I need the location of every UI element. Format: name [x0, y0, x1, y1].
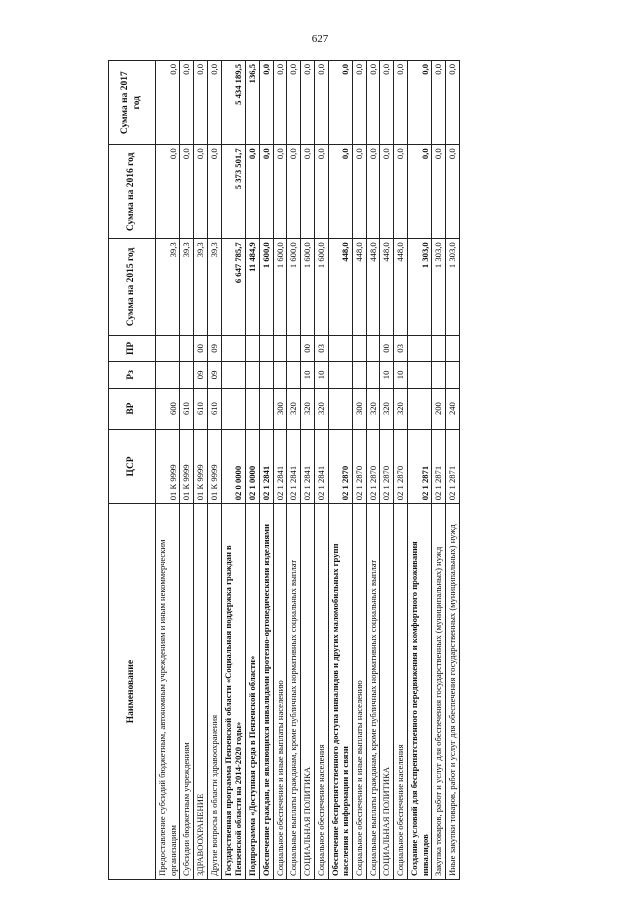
table-row — [221, 61, 245, 880]
cell-name: ЗДРАВООХРАНЕНИЕ — [194, 504, 208, 880]
cell-rz — [221, 362, 245, 388]
table-row — [328, 61, 352, 880]
cell-pr: 03 — [314, 335, 328, 361]
cell-rz — [328, 362, 352, 388]
cell-name: Создание условий для беспрепятственного передвижения и комфортного проживания инвалидов — [407, 504, 431, 880]
cell-rz — [366, 362, 380, 388]
cell-sum-2015: 39,3 — [194, 239, 208, 335]
cell-csr: 02 1 2841 — [259, 429, 273, 504]
cell-vr: 320 — [301, 388, 315, 429]
cell-sum-2016: 0,0 — [366, 145, 380, 239]
cell-pr — [446, 335, 460, 361]
cell-sum-2016: 0,0 — [246, 145, 260, 239]
cell-rz: 10 — [380, 362, 394, 388]
cell-pr: 00 — [194, 335, 208, 361]
cell-name: Субсидии бюджетным учреждениям — [180, 504, 194, 880]
cell-pr — [366, 335, 380, 361]
cell-pr — [328, 335, 352, 361]
table-row — [366, 61, 380, 880]
cell-csr: 02 1 2841 — [301, 429, 315, 504]
cell-sum-2015: 39,3 — [180, 239, 194, 335]
cell-csr: 02 1 2870 — [328, 429, 352, 504]
cell-name: Предоставление субсидий бюджетным, автономным учреждениям и иным некоммерческим организациям — [156, 504, 180, 880]
cell-sum-2015: 39,3 — [207, 239, 221, 335]
cell-rz — [273, 362, 287, 388]
cell-sum-2015: 448,0 — [366, 239, 380, 335]
cell-sum-2015: 1 600,0 — [314, 239, 328, 335]
cell-sum-2017: 0,0 — [353, 61, 367, 145]
cell-vr: 600 — [156, 388, 180, 429]
cell-sum-2016: 0,0 — [301, 145, 315, 239]
cell-name: Социальные выплаты гражданам, кроме публичных нормативных социальных выплат — [366, 504, 380, 880]
col-header-csr: ЦСР — [109, 429, 156, 504]
cell-csr: 02 1 2841 — [287, 429, 301, 504]
cell-sum-2017: 136,5 — [246, 61, 260, 145]
cell-pr: 03 — [394, 335, 408, 361]
cell-sum-2015: 1 303,0 — [407, 239, 431, 335]
table-row — [259, 61, 273, 880]
table-row — [287, 61, 301, 880]
cell-sum-2016: 0,0 — [207, 145, 221, 239]
budget-table-container — [108, 60, 583, 880]
cell-name: Подпрограмма «Доступная среда в Пензенской области» — [246, 504, 260, 880]
cell-sum-2017: 0,0 — [366, 61, 380, 145]
cell-rz: 09 — [207, 362, 221, 388]
cell-csr: 02 1 2841 — [314, 429, 328, 504]
table-row — [180, 61, 194, 880]
cell-sum-2016: 0,0 — [287, 145, 301, 239]
cell-pr — [407, 335, 431, 361]
cell-sum-2016: 0,0 — [446, 145, 460, 239]
budget-table — [108, 60, 460, 880]
cell-sum-2017: 0,0 — [328, 61, 352, 145]
cell-rz — [259, 362, 273, 388]
cell-vr: 240 — [446, 388, 460, 429]
cell-sum-2016: 5 373 501,7 — [221, 145, 245, 239]
cell-sum-2015: 1 303,0 — [432, 239, 446, 335]
cell-sum-2015: 6 647 785,7 — [221, 239, 245, 335]
col-header-sum-2017: Сумма на 2017 год — [109, 61, 156, 145]
cell-vr: 320 — [380, 388, 394, 429]
table-row — [314, 61, 328, 880]
cell-name: Иные закупки товаров, работ и услуг для обеспечения государственных (муниципальных) нужд — [446, 504, 460, 880]
cell-sum-2016: 0,0 — [156, 145, 180, 239]
cell-pr — [353, 335, 367, 361]
cell-sum-2015: 11 484,9 — [246, 239, 260, 335]
col-header-sum-2015: Сумма на 2015 год — [109, 239, 156, 335]
cell-vr: 300 — [353, 388, 367, 429]
cell-csr: 02 1 2871 — [446, 429, 460, 504]
cell-pr — [432, 335, 446, 361]
cell-sum-2015: 448,0 — [380, 239, 394, 335]
table-row — [407, 61, 431, 880]
cell-pr — [273, 335, 287, 361]
cell-csr: 02 1 2871 — [407, 429, 431, 504]
cell-pr — [156, 335, 180, 361]
cell-pr — [287, 335, 301, 361]
cell-sum-2015: 448,0 — [394, 239, 408, 335]
cell-sum-2016: 0,0 — [314, 145, 328, 239]
cell-pr: 09 — [207, 335, 221, 361]
table-row — [446, 61, 460, 880]
cell-sum-2017: 0,0 — [287, 61, 301, 145]
cell-sum-2017: 0,0 — [273, 61, 287, 145]
cell-name: Государственная программа Пензенской области «Социальная поддержка граждан в Пензенской области на 2014-2020 годы» — [221, 504, 245, 880]
cell-pr — [221, 335, 245, 361]
cell-pr — [259, 335, 273, 361]
table-row — [394, 61, 408, 880]
cell-name: Социальное обеспечение и иные выплаты населению — [353, 504, 367, 880]
cell-sum-2017: 0,0 — [301, 61, 315, 145]
cell-rz — [407, 362, 431, 388]
table-row — [246, 61, 260, 880]
cell-vr — [246, 388, 260, 429]
col-header-rz: Рз — [109, 362, 156, 388]
cell-vr: 320 — [314, 388, 328, 429]
cell-sum-2016: 0,0 — [353, 145, 367, 239]
cell-sum-2015: 448,0 — [328, 239, 352, 335]
cell-name: Обеспечение беспрепятственного доступа инвалидов и других маломобильных групп населения к информации и связи — [328, 504, 352, 880]
cell-vr: 200 — [432, 388, 446, 429]
col-header-name: Наименование — [109, 504, 156, 880]
cell-sum-2016: 0,0 — [432, 145, 446, 239]
cell-csr: 01 К 9999 — [194, 429, 208, 504]
cell-rz — [287, 362, 301, 388]
cell-vr: 300 — [273, 388, 287, 429]
cell-rz: 10 — [301, 362, 315, 388]
cell-sum-2017: 0,0 — [446, 61, 460, 145]
col-header-sum-2016: Сумма на 2016 год — [109, 145, 156, 239]
table-row — [194, 61, 208, 880]
cell-sum-2015: 1 303,0 — [446, 239, 460, 335]
cell-sum-2017: 0,0 — [394, 61, 408, 145]
col-header-vr: ВР — [109, 388, 156, 429]
cell-rz: 10 — [314, 362, 328, 388]
cell-name: СОЦИАЛЬНАЯ ПОЛИТИКА — [301, 504, 315, 880]
cell-vr — [259, 388, 273, 429]
cell-sum-2015: 1 600,0 — [273, 239, 287, 335]
cell-sum-2016: 0,0 — [194, 145, 208, 239]
cell-vr — [407, 388, 431, 429]
cell-sum-2015: 1 600,0 — [301, 239, 315, 335]
cell-pr — [246, 335, 260, 361]
cell-sum-2016: 0,0 — [407, 145, 431, 239]
cell-sum-2017: 0,0 — [194, 61, 208, 145]
cell-name: Обеспечение граждан, не являющихся инвалидами протезно-ортопедическими изделиями — [259, 504, 273, 880]
cell-csr: 02 1 0000 — [246, 429, 260, 504]
cell-vr: 610 — [180, 388, 194, 429]
cell-name: Социальное обеспечение населения — [394, 504, 408, 880]
cell-vr: 610 — [194, 388, 208, 429]
cell-sum-2016: 0,0 — [273, 145, 287, 239]
cell-name: Социальное обеспечение населения — [314, 504, 328, 880]
cell-sum-2015: 1 600,0 — [259, 239, 273, 335]
cell-name: СОЦИАЛЬНАЯ ПОЛИТИКА — [380, 504, 394, 880]
table-row — [301, 61, 315, 880]
cell-sum-2017: 0,0 — [156, 61, 180, 145]
cell-csr: 02 1 2841 — [273, 429, 287, 504]
table-row — [207, 61, 221, 880]
cell-sum-2017: 5 434 189,5 — [221, 61, 245, 145]
cell-sum-2017: 0,0 — [314, 61, 328, 145]
cell-sum-2016: 0,0 — [259, 145, 273, 239]
cell-csr: 02 0 0000 — [221, 429, 245, 504]
cell-vr: 320 — [394, 388, 408, 429]
cell-sum-2016: 0,0 — [328, 145, 352, 239]
cell-rz — [156, 362, 180, 388]
cell-sum-2017: 0,0 — [380, 61, 394, 145]
cell-name: Закупка товаров, работ и услуг для обеспечения государственных (муниципальных) нужд — [432, 504, 446, 880]
cell-sum-2017: 0,0 — [407, 61, 431, 145]
cell-csr: 01 К 9999 — [156, 429, 180, 504]
cell-csr: 02 1 2870 — [366, 429, 380, 504]
cell-name: Социальные выплаты гражданам, кроме публичных нормативных социальных выплат — [287, 504, 301, 880]
table-row — [353, 61, 367, 880]
cell-csr: 02 1 2870 — [380, 429, 394, 504]
cell-rz: 10 — [394, 362, 408, 388]
cell-name: Другие вопросы в области здравоохранения — [207, 504, 221, 880]
cell-sum-2017: 0,0 — [259, 61, 273, 145]
table-row — [156, 61, 180, 880]
cell-rz — [432, 362, 446, 388]
cell-sum-2015: 39,3 — [156, 239, 180, 335]
cell-csr: 02 1 2870 — [394, 429, 408, 504]
cell-vr: 320 — [287, 388, 301, 429]
cell-sum-2015: 448,0 — [353, 239, 367, 335]
cell-csr: 01 К 9999 — [207, 429, 221, 504]
cell-name: Социальное обеспечение и иные выплаты населению — [273, 504, 287, 880]
cell-rz — [353, 362, 367, 388]
cell-vr: 610 — [207, 388, 221, 429]
cell-rz: 09 — [194, 362, 208, 388]
table-row — [380, 61, 394, 880]
cell-sum-2017: 0,0 — [207, 61, 221, 145]
cell-vr — [221, 388, 245, 429]
col-header-pr: ПР — [109, 335, 156, 361]
cell-csr: 02 1 2871 — [432, 429, 446, 504]
table-row — [273, 61, 287, 880]
cell-sum-2016: 0,0 — [394, 145, 408, 239]
cell-pr — [180, 335, 194, 361]
cell-sum-2016: 0,0 — [180, 145, 194, 239]
cell-vr: 320 — [366, 388, 380, 429]
cell-rz — [246, 362, 260, 388]
cell-csr: 02 1 2870 — [353, 429, 367, 504]
page-number: 627 — [311, 33, 329, 45]
cell-pr: 00 — [301, 335, 315, 361]
cell-pr: 00 — [380, 335, 394, 361]
cell-sum-2015: 1 600,0 — [287, 239, 301, 335]
cell-sum-2017: 0,0 — [180, 61, 194, 145]
cell-csr: 01 К 9999 — [180, 429, 194, 504]
table-row — [432, 61, 446, 880]
cell-rz — [180, 362, 194, 388]
cell-sum-2017: 0,0 — [432, 61, 446, 145]
cell-vr — [328, 388, 352, 429]
table-header-row — [109, 61, 156, 880]
cell-sum-2016: 0,0 — [380, 145, 394, 239]
cell-rz — [446, 362, 460, 388]
